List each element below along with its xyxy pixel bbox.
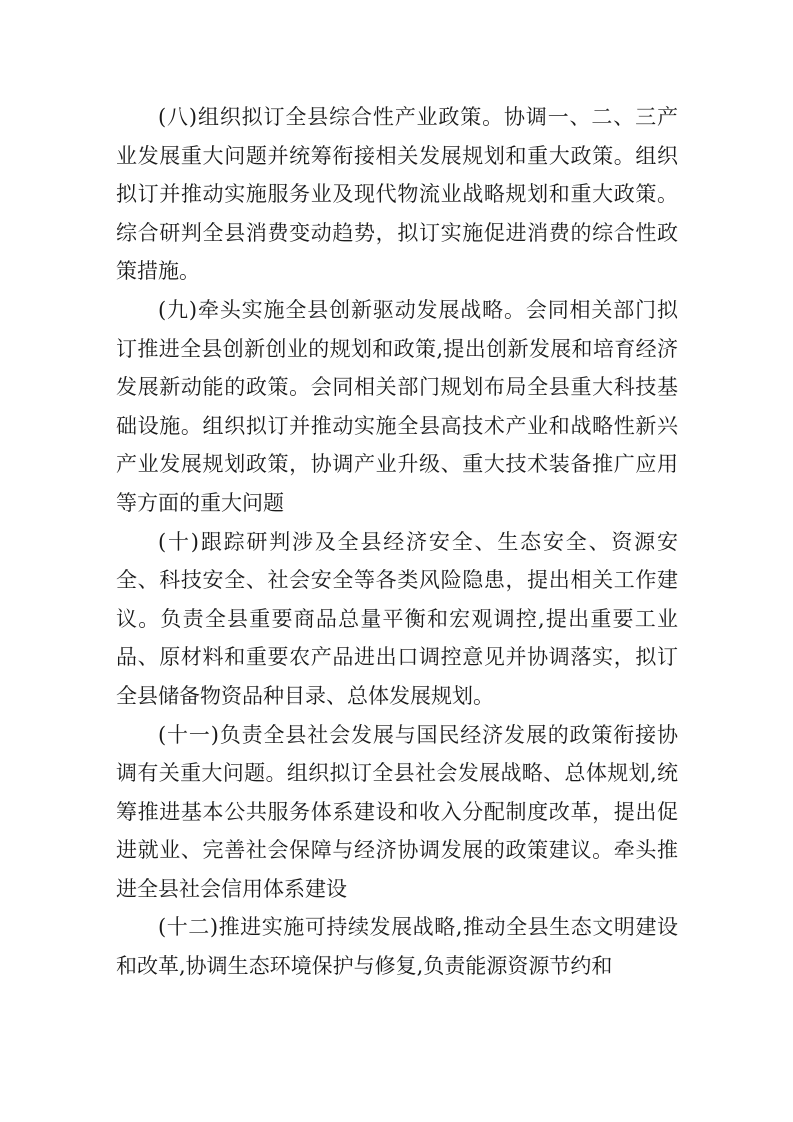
paragraph-item-11: (十一)负责全县社会发展与国民经济发展的政策衔接协调有关重大问题。组织拟订全县社会发展战略、总体规划,统筹推进基本公共服务体系建设和收入分配制度改革，提出促进就业、完善社会保障与经济协调发展的政策建议。牵头推进全县社会信用体系建设 xyxy=(116,722,678,901)
paragraph-item-9: (九)牵头实施全县创新驱动发展战略。会同相关部门拟订推进全县创新创业的规划和政策,提出创新发展和培育经济发展新动能的政策。会同相关部门规划布局全县重大科技基础设施。组织拟订并推动实施全县高技术产业和战略性新兴产业发展规划政策，协调产业升级、重大技术装备推广应用等方面的重大问题 xyxy=(116,297,678,515)
paragraph-item-8: (八)组织拟订全县综合性产业政策。协调一、二、三产业发展重大问题并统筹衔接相关发展规划和重大政策。组织拟订并推动实施服务业及现代物流业战略规划和重大政策。综合研判全县消费变动趋势，拟订实施促进消费的综合性政策措施。 xyxy=(116,105,678,284)
paragraph-item-12: (十二)推进实施可持续发展战略,推动全县生态文明建设和改革,协调生态环境保护与修复,负责能源资源节约和 xyxy=(116,915,678,979)
paragraph-item-10: (十)跟踪研判涉及全县经济安全、生态安全、资源安全、科技安全、社会安全等各类风险隐患，提出相关工作建议。负责全县重要商品总量平衡和宏观调控,提出重要工业品、原材料和重要农产品进出口调控意见并协调落实，拟订全县储备物资品种目录、总体发展规划。 xyxy=(116,529,678,708)
document-body xyxy=(116,98,678,986)
